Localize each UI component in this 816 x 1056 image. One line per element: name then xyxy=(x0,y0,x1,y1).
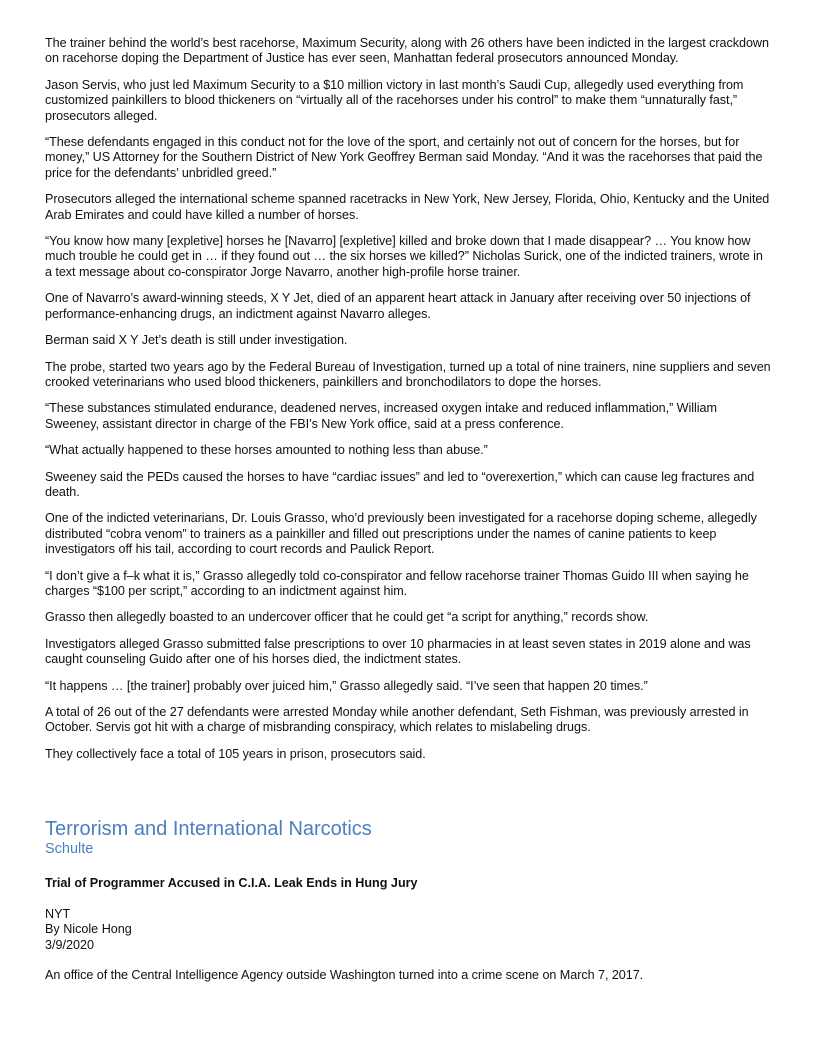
paragraph: Sweeney said the PEDs caused the horses to have “cardiac issues” and led to “overexertion,” which can cause leg fractures and death. xyxy=(45,469,755,499)
paragraph: “You know how many [expletive] horses he [Navarro] [expletive] killed and broke down that I made disappear? … You know how much trouble he could get in … if they found out … the six horses we killed?” Nicholas Surick, one of the indicted trainers, wrote in a text message about co-conspirator Jorge Navarro, another high-profile horse trainer. xyxy=(45,234,763,279)
paragraph: “These defendants engaged in this conduct not for the love of the sport, and certainly not out of concern for the horses, but for money,” US Attorney for the Southern District of New York Geoffrey Berman said Monday. “And it was the racehorses that paid the price for the defendants’ unbridled greed.” xyxy=(45,135,763,180)
article-date: 3/9/2020 xyxy=(45,937,95,952)
article-byline: By Nicole Hong xyxy=(45,922,132,937)
paragraph: “These substances stimulated endurance, deadened nerves, increased oxygen intake and reduced inflammation,” William Sweeney, assistant director in charge of the FBI’s New York office, said at a press conference. xyxy=(45,401,717,431)
paragraph: Investigators alleged Grasso submitted false prescriptions to over 10 pharmacies in at least seven states in 2019 alone and was caught counseling Guido after one of his horses died, the indictment states. xyxy=(45,636,751,667)
paragraph: The trainer behind the world’s best racehorse, Maximum Security, along with 26 others have been indicted in the largest crackdown on racehorse doping the Department of Justice has ever seen, Manhattan federal prosecutors announced Monday. xyxy=(45,36,769,66)
paragraph: They collectively face a total of 105 years in prison, prosecutors said. xyxy=(45,746,426,761)
section-header xyxy=(45,817,773,858)
article-meta xyxy=(45,907,773,954)
section-title: Terrorism and International Narcotics xyxy=(45,818,372,841)
paragraph: Berman said X Y Jet’s death is still under investigation. xyxy=(45,333,348,348)
paragraph: A total of 26 out of the 27 defendants were arrested Monday while another defendant, Seth Fishman, was previously arrested in October. Servis got hit with a charge of misbranding conspiracy, which relates to mislabeling drugs. xyxy=(45,705,749,735)
article-cia-leak xyxy=(45,876,773,984)
paragraph: Jason Servis, who just led Maximum Security to a $10 million victory in last month’s Saudi Cup, allegedly used everything from customized painkillers to blood thickeners on “virtually all of the racehorses under his control” to make them “unnaturally fast,” prosecutors alleged. xyxy=(45,77,744,123)
paragraph: One of the indicted veterinarians, Dr. Louis Grasso, who’d previously been investigated for a racehorse doping scheme, allegedly distributed “cobra venom” to trainers as a painkiller and filled out prescriptions under the names of canine patients to keep investigators off his tail, according to court records and Paulick Report. xyxy=(45,511,757,557)
paragraph: Grasso then allegedly boasted to an undercover officer that he could get “a script for anything,” records show. xyxy=(45,610,649,625)
section-subtitle: Schulte xyxy=(45,841,94,858)
paragraph: “I don’t give a f–k what it is,” Grasso allegedly told co-conspirator and fellow racehorse trainer Thomas Guido III when saying he charges “$100 per script,” according to an indictment against him. xyxy=(45,568,749,598)
paragraph: Prosecutors alleged the international scheme spanned racetracks in New York, New Jersey, Florida, Ohio, Kentucky and the United Arab Emirates and could have killed a number of horses. xyxy=(45,192,770,222)
paragraph: “What actually happened to these horses amounted to nothing less than abuse.” xyxy=(45,443,488,458)
paragraph: One of Navarro’s award-winning steeds, X Y Jet, died of an apparent heart attack in January after receiving over 50 injections of performance-enhancing drugs, an indictment against Navarro alleges. xyxy=(45,291,751,321)
article-headline: Trial of Programmer Accused in C.I.A. Leak Ends in Hung Jury xyxy=(45,876,418,891)
paragraph: The probe, started two years ago by the Federal Bureau of Investigation, turned up a total of nine trainers, nine suppliers and seven crooked veterinarians who used blood thickeners, painkillers and bronchodilators to dope the horses. xyxy=(45,359,771,389)
document-page xyxy=(45,36,773,995)
section-spacer xyxy=(45,773,773,817)
paragraph: “It happens … [the trainer] probably over juiced him,” Grasso allegedly said. “I’ve seen that happen 20 times.” xyxy=(45,678,648,693)
article-racehorse-doping xyxy=(45,36,773,762)
article-source: NYT xyxy=(45,906,71,921)
paragraph: An office of the Central Intelligence Agency outside Washington turned into a crime scene on March 7, 2017. xyxy=(45,968,644,983)
